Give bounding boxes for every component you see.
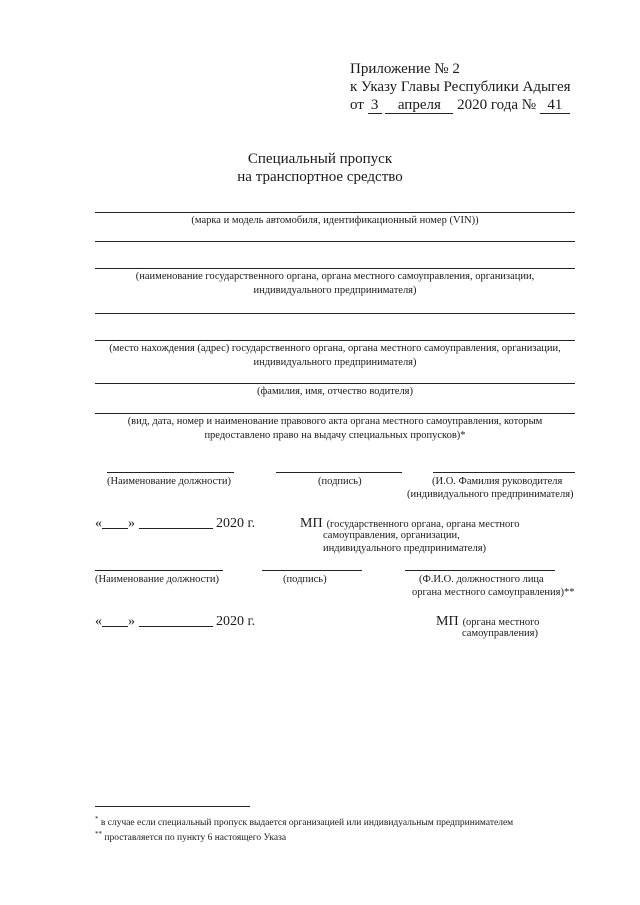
decree-reference: к Указу Главы Республики Адыгея: [350, 79, 571, 95]
footnote-2: ** проставляется по пункту 6 настоящего Указа: [95, 830, 287, 844]
seal-mark-2: МП: [436, 614, 459, 629]
decree-year: 2020 года №: [457, 97, 537, 113]
vehicle-field-line-2[interactable]: [95, 241, 575, 242]
organization-field-caption: (наименование государственного органа, органа местного самоуправления, организации, индивидуального предпринимателя): [135, 271, 535, 296]
official-name-line[interactable]: [405, 570, 555, 571]
decree-month: апреля: [385, 97, 453, 114]
issue-date-1: « » 2020 г.: [95, 516, 256, 531]
issue-day-1-blank[interactable]: [102, 514, 128, 529]
issue-month-2-blank[interactable]: [139, 612, 213, 627]
address-field-line[interactable]: [95, 340, 575, 341]
position-line-1[interactable]: [107, 472, 234, 473]
address-field-caption: (место нахождения (адрес) государственного органа, органа местного самоуправления, организации, индивидуального предпринимателя): [109, 343, 561, 368]
official-name-label-2: органа местного самоуправления)**: [412, 587, 575, 598]
signature-line-1[interactable]: [276, 472, 402, 473]
issue-date-2: « » 2020 г.: [95, 614, 256, 629]
position-line-2[interactable]: [95, 570, 223, 571]
issue-month-1-blank[interactable]: [139, 514, 213, 529]
decree-date-line: [350, 96, 570, 115]
issue-year-2: 2020 г.: [216, 614, 256, 629]
seal-caption-1-line2: самоуправления, организации,: [323, 530, 460, 541]
organization-field-line[interactable]: [95, 268, 575, 269]
date-prefix: от: [350, 97, 364, 113]
vehicle-field-caption: (марка и модель автомобиля, идентификационный номер (VIN)): [191, 215, 479, 226]
legal-act-field-line[interactable]: [95, 413, 575, 414]
document-title: Специальный пропуск: [247, 151, 393, 167]
issue-day-2-blank[interactable]: [102, 612, 128, 627]
driver-field-line[interactable]: [95, 383, 575, 384]
driver-field-caption: (фамилия, имя, отчество водителя): [256, 386, 414, 397]
appendix-number: Приложение № 2: [350, 61, 460, 77]
seal-caption-2-line2: самоуправления): [462, 628, 539, 639]
decree-day: 3: [368, 97, 382, 114]
footnote-separator: [95, 806, 250, 807]
signature-line-2[interactable]: [262, 570, 362, 571]
seal-caption-2: (органа местного: [462, 617, 540, 628]
position-label-1: (Наименование должности): [107, 476, 231, 487]
head-name-label: (И.О. Фамилия руководителя: [432, 476, 563, 487]
decree-number: 41: [540, 97, 570, 114]
document-subtitle: на транспортное средство: [237, 169, 403, 185]
vehicle-field-line[interactable]: [95, 212, 575, 213]
head-name-line[interactable]: [433, 472, 575, 473]
position-label-2: (Наименование должности): [95, 574, 219, 585]
seal-mark-1: МП: [300, 516, 323, 531]
issue-year-1: 2020 г.: [216, 516, 256, 531]
head-name-label-2: (индивидуального предпринимателя): [407, 489, 574, 500]
official-name-label: (Ф.И.О. должностного лица: [419, 574, 544, 585]
organization-field-line-2[interactable]: [95, 313, 575, 314]
legal-act-field-caption: (вид, дата, номер и наименование правового акта органа местного самоуправления, которым предоставлено право на выдачу специальных пропусков)*: [127, 416, 543, 441]
seal-caption-1-line3: индивидуального предпринимателя): [323, 543, 487, 554]
signature-label-1: (подпись): [318, 476, 362, 487]
signature-label-2: (подпись): [283, 574, 327, 585]
seal-caption-1: (государственного органа, органа местного: [326, 519, 520, 530]
footnote-1: * в случае если специальный пропуск выдается организацией или индивидуальным предпринимателем: [95, 815, 514, 829]
